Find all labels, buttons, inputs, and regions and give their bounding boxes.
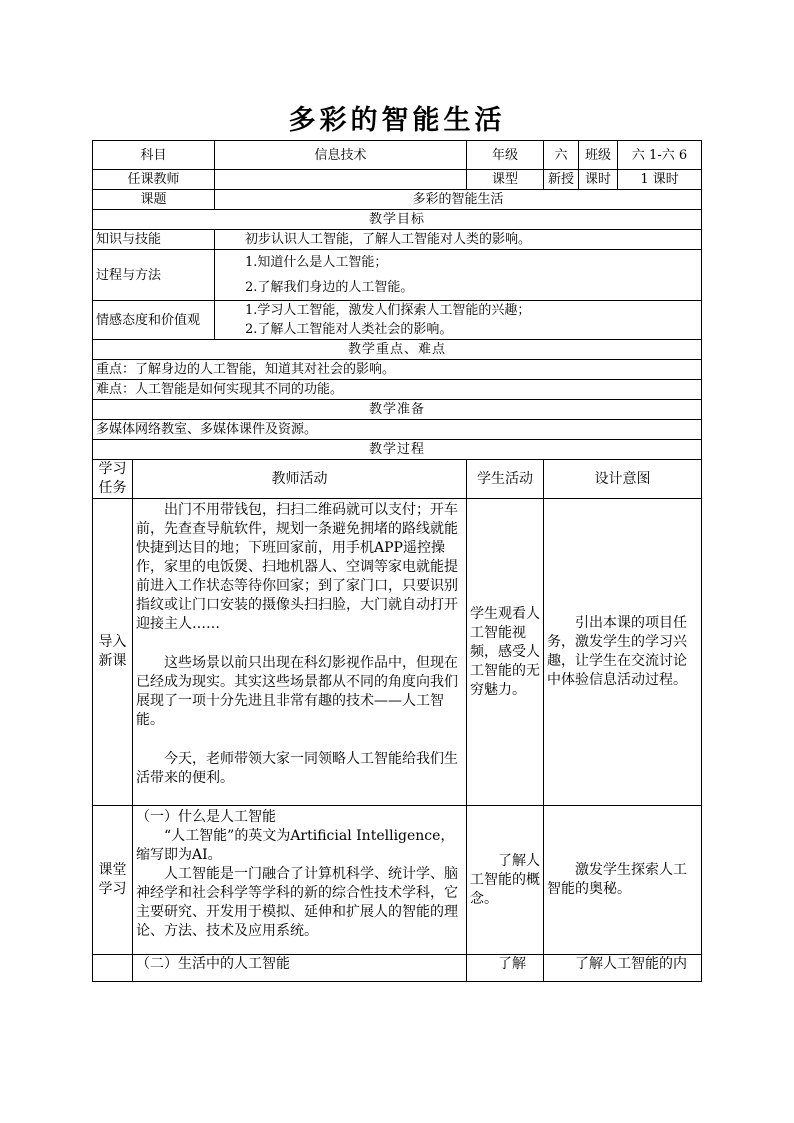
process-heading-row: [93, 440, 702, 460]
knowledge-row: [93, 230, 702, 250]
key-row: [93, 360, 702, 380]
preparation-row: [93, 420, 702, 440]
col-task: 学习任务: [93, 460, 133, 499]
intent-life: [544, 955, 702, 982]
hours-label: 课时: [579, 170, 618, 190]
subject-label: 科目: [93, 141, 215, 170]
teacher-intro-p1: 出门不用带钱包，扫扫二维码就可以支付；开车前，先查查导航软件，规划一条避免拥堵的路线就能快捷到达目的地；下班回家前，用手机APP遥控操作，家里的电饭煲、扫地机器人、空调等家电就能提前进入工作状态等待你回家；到了家门口，只要识别指纹或让门口安装的摄像头扫扫脸，大门就自动打开迎接主人……: [136, 502, 458, 632]
lesson-plan-table: [92, 140, 702, 982]
header-row-1: [93, 141, 702, 170]
preparation-heading-row: [93, 400, 702, 420]
emotion-item-1: 1.学习人工智能，激发人们探索人工智能的兴趣；: [245, 303, 531, 318]
task-intro: 导入新课: [93, 499, 133, 806]
process-row-class: [93, 806, 702, 955]
intent-class-text: 激发学生探索人工智能的奥秘。: [547, 862, 688, 897]
teacher-label: 任课教师: [93, 170, 215, 190]
objectives-heading-row: [93, 210, 702, 230]
col-student: 学生活动: [467, 460, 544, 499]
teacher-intro-p3: 今天，老师带领大家一同领略人工智能给我们生活带来的便利。: [136, 751, 458, 786]
process-item-2: 2.了解我们身边的人工智能。: [245, 280, 414, 295]
student-intro: 学生观看人工智能视频，感受人工智能的无穷魅力。: [467, 499, 544, 806]
student-class-text: 了解人工智能的概念。: [470, 852, 541, 907]
process-row: [93, 250, 702, 301]
student-life-text: 了解: [498, 956, 527, 972]
emotion-row: [93, 301, 702, 340]
emotion-label: 情感态度和价值观: [93, 301, 215, 340]
preparation-heading: 教学准备: [93, 400, 702, 420]
student-life: [467, 955, 544, 982]
teacher-life: （二）生活中的人工智能: [133, 955, 467, 982]
page-title: 多彩的智能生活: [288, 105, 506, 136]
topic-value: 多彩的智能生活: [215, 190, 702, 210]
intent-life-text: 了解人工智能的内: [575, 956, 688, 972]
topic-row: [93, 190, 702, 210]
difficult-row: [93, 380, 702, 400]
col-intent: 设计意图: [544, 460, 702, 499]
header-row-2: [93, 170, 702, 190]
teacher-class: [133, 806, 467, 955]
process-columns-row: [93, 460, 702, 499]
keypoints-heading-row: [93, 340, 702, 360]
task-life: [93, 955, 133, 982]
objectives-heading: 教学目标: [93, 210, 702, 230]
process-row-intro: [93, 499, 702, 806]
key-point: 重点：了解身边的人工智能，知道其对社会的影响。: [93, 360, 702, 380]
teacher-class-heading: （一）什么是人工智能: [136, 809, 276, 825]
teacher-value: [215, 170, 467, 190]
class-label: 班级: [579, 141, 618, 170]
teacher-intro-p2: 这些场景以前只出现在科幻影视作品中，但现在已经成为现实。其实这些场景都从不同的角度向我们展现了一项十分先进且非常有趣的技术——人工智能。: [136, 655, 458, 728]
intent-class: [544, 806, 702, 955]
task-class: 课堂学习: [93, 806, 133, 955]
emotion-value: [215, 301, 702, 340]
difficult-point: 难点：人工智能是如何实现其不同的功能。: [93, 380, 702, 400]
teacher-intro: [133, 499, 467, 806]
process-item-1: 1.知道什么是人工智能；: [245, 255, 388, 270]
intent-intro-text: 引出本课的项目任务，激发学生的学习兴趣，让学生在交流讨论中体验信息活动过程。: [547, 615, 688, 688]
process-value: [215, 250, 702, 301]
class-value: 六 1-六 6: [618, 141, 702, 170]
hours-value: 1 课时: [618, 170, 702, 190]
teacher-class-p2: 人工智能是一门融合了计算机科学、统计学、脑神经学和社会科学等学科的新的综合性技术学科，它主要研究、开发用于模拟、延伸和扩展人的智能的理论、方法、技术及应用系统。: [136, 866, 458, 939]
knowledge-value: 初步认识人工智能，了解人工智能对人类的影响。: [215, 230, 702, 250]
keypoints-heading: 教学重点、难点: [93, 340, 702, 360]
teacher-class-p1: “人工智能”的英文为Artificial Intelligence，缩写即为AI。: [136, 828, 455, 863]
process-heading: 教学过程: [93, 440, 702, 460]
topic-label: 课题: [93, 190, 215, 210]
col-teacher: 教师活动: [133, 460, 467, 499]
student-class: [467, 806, 544, 955]
type-label: 课型: [467, 170, 544, 190]
intent-intro: [544, 499, 702, 806]
preparation-content: 多媒体网络教室、多媒体课件及资源。: [93, 420, 702, 440]
emotion-item-2: 2.了解人工智能对人类社会的影响。: [245, 322, 453, 337]
process-row-life: [93, 955, 702, 982]
grade-label: 年级: [467, 141, 544, 170]
subject-value: 信息技术: [215, 141, 467, 170]
grade-value: 六: [544, 141, 579, 170]
knowledge-label: 知识与技能: [93, 230, 215, 250]
type-value: 新授: [544, 170, 579, 190]
process-label: 过程与方法: [93, 250, 215, 301]
